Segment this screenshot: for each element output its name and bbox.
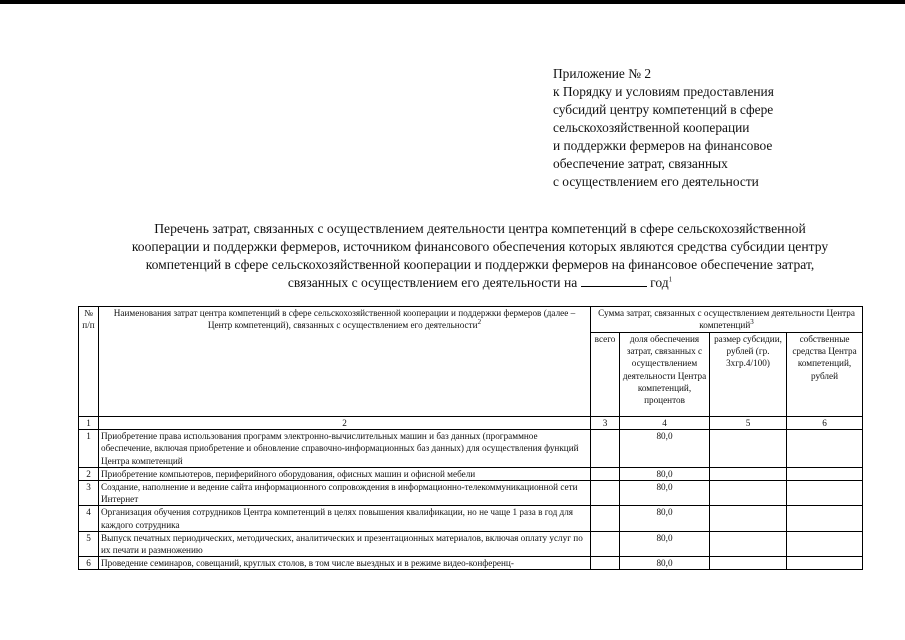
header-name-text: Наименования затрат центра компетенций в сфере сельскохозяйственной кооперации и поддержки фермеров (далее – Центр компетенций), связанных с осуществлением его деятельности: [113, 308, 576, 331]
row-subsidy: [710, 467, 787, 480]
cost-table: [78, 306, 863, 570]
table-row: [79, 531, 863, 556]
appendix-line: к Порядку и условиям предоставления: [553, 84, 774, 99]
title-line: компетенций в сфере сельскохозяйственной кооперации и поддержки фермеров на финансовое обеспечение затрат,: [145, 257, 815, 272]
row-num: 5: [79, 531, 99, 556]
table-row: [79, 506, 863, 531]
appendix-line: и поддержки фермеров на финансовое: [553, 138, 773, 153]
row-share: 80,0: [620, 430, 710, 468]
table-row: [79, 557, 863, 570]
row-subsidy: [710, 481, 787, 506]
row-num: 6: [79, 557, 99, 570]
year-blank-field: [581, 274, 647, 287]
column-number: 4: [620, 417, 710, 430]
row-own: [787, 557, 863, 570]
appendix-line: субсидий центру компетенций в сфере: [553, 102, 774, 117]
appendix-line: Приложение № 2: [553, 66, 652, 81]
title-line-last: [80, 274, 880, 292]
row-share: 80,0: [620, 506, 710, 531]
row-name: Создание, наполнение и ведение сайта информационного сопровождения в информационно-телекоммуникационной сети Интернет: [99, 481, 591, 506]
row-subsidy: [710, 557, 787, 570]
header-share: доля обеспечения затрат, связанных с осуществлением деятельности Центра компетенций, процентов: [620, 333, 710, 417]
row-total: [591, 531, 620, 556]
column-number: 1: [79, 417, 99, 430]
row-own: [787, 467, 863, 480]
column-number: 3: [591, 417, 620, 430]
document-title: [80, 220, 880, 292]
row-name: Проведение семинаров, совещаний, круглых столов, в том числе выездных и в режиме видео-конференц-: [99, 557, 591, 570]
row-name: Приобретение компьютеров, периферийного оборудования, офисных машин и офисной мебели: [99, 467, 591, 480]
header-subsidy: размер субсидии, рублей (гр. 3хгр.4/100): [710, 333, 787, 417]
column-number: 6: [787, 417, 863, 430]
row-own: [787, 430, 863, 468]
row-name: Выпуск печатных периодических, методических, аналитических и презентационных материалов, включая оплату услуг по их печати и размножению: [99, 531, 591, 556]
row-share: 80,0: [620, 467, 710, 480]
row-share: 80,0: [620, 557, 710, 570]
header-total: всего: [591, 333, 620, 417]
appendix-header: [553, 65, 853, 191]
title-last-end: год: [650, 275, 669, 290]
row-num: 1: [79, 430, 99, 468]
row-num: 4: [79, 506, 99, 531]
row-total: [591, 506, 620, 531]
header-sum-text: Сумма затрат, связанных с осуществлением деятельности Центра компетенций: [598, 308, 855, 331]
header-sum-group: [591, 307, 863, 333]
row-share: 80,0: [620, 531, 710, 556]
header-num: № п/п: [79, 307, 99, 417]
title-footnote: 1: [668, 275, 673, 284]
row-own: [787, 531, 863, 556]
table-row: [79, 467, 863, 480]
title-line: кооперации и поддержки фермеров, источником финансового обеспечения которых являются средства субсидии центру: [131, 239, 829, 254]
row-subsidy: [710, 506, 787, 531]
table-row: [79, 430, 863, 468]
row-num: 2: [79, 467, 99, 480]
appendix-line: сельскохозяйственной кооперации: [553, 120, 750, 135]
column-number: 2: [99, 417, 591, 430]
header-own-funds: собственные средства Центра компетенций, рублей: [787, 333, 863, 417]
row-subsidy: [710, 430, 787, 468]
title-line: Перечень затрат, связанных с осуществлением деятельности центра компетенций в сфере сельскохозяйственной: [154, 221, 806, 236]
row-total: [591, 481, 620, 506]
header-sum-footnote: 3: [750, 318, 754, 327]
header-name: [99, 307, 591, 417]
appendix-line: с осуществлением его деятельности: [553, 174, 759, 189]
top-border-line: [0, 0, 905, 4]
title-last-start: связанных с осуществлением его деятельности на: [287, 275, 578, 290]
appendix-line: обеспечение затрат, связанных: [553, 156, 728, 171]
row-own: [787, 481, 863, 506]
row-num: 3: [79, 481, 99, 506]
row-total: [591, 467, 620, 480]
row-own: [787, 506, 863, 531]
header-name-footnote: 2: [477, 318, 482, 327]
row-share: 80,0: [620, 481, 710, 506]
row-total: [591, 557, 620, 570]
table-row: [79, 481, 863, 506]
row-subsidy: [710, 531, 787, 556]
row-name: Приобретение права использования программ электронно-вычислительных машин и баз данных (программное обеспечение, включая приобретение и обновление справочно-информационных баз данных) для осуществления функций Центра компетенций: [99, 430, 591, 468]
row-name: Организация обучения сотрудников Центра компетенций в целях повышения квалификации, но не чаще 1 раза в год для каждого сотрудника: [99, 506, 591, 531]
row-total: [591, 430, 620, 468]
column-number: 5: [710, 417, 787, 430]
